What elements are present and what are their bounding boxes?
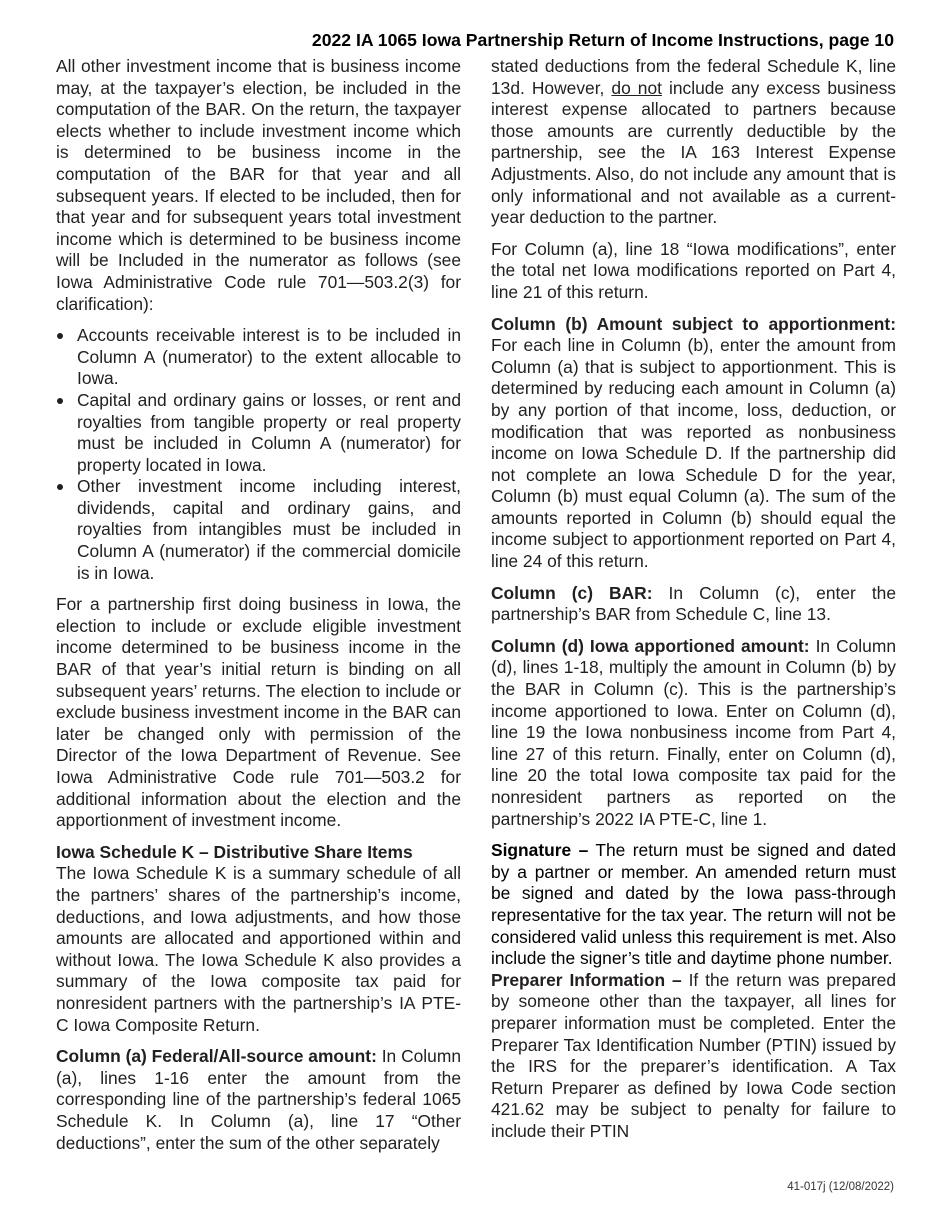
preparer-text: If the return was prepared by someone other than the taxpayer, all lines for preparer information must be completed. Enter the Preparer Tax Identification Number (PTIN) issued by the IRS for the preparer’s identification. A Tax Return Preparer as defined by Iowa Code section 421.62 may be subject to penalty for failure to include their PTIN: [491, 969, 896, 1141]
list-item-text: Other investment income including interest, dividends, capital and ordinary gains, and royalties from intangibles must be included in Column A (numerator) if the commercial domicile is in Iowa.: [77, 476, 461, 583]
column-c-text: In Column (c), enter the partnership’s BAR from Schedule C, line 13.: [491, 582, 897, 625]
column-a-text: In Column (a), lines 1-16 enter the amount from the corresponding line of the partnership’s federal 1065 Schedule K. In Column (a), line 17 “Other deductions”, enter the sum of the other separately: [56, 1046, 461, 1153]
column-d-text: In Column (d), lines 1-18, multiply the amount in Column (b) by the BAR in Column (c). This is the partnership’s income apportioned to Iowa. Enter on Column (d), line 19 the Iowa nonbusiness income from Part 4, line 27 of this return. Finally, enter on Column (d), line 20 the total Iowa composite tax paid for the nonresident partners as reported on the partnership’s 2022 IA PTE-C, line 1.: [491, 635, 896, 829]
list-item: [56, 390, 461, 476]
column-c-label: Column (c) BAR:: [491, 582, 653, 603]
signature-label: Signature –: [491, 840, 589, 861]
bullet-icon: [57, 398, 63, 404]
bullet-icon: [57, 484, 63, 490]
first-doing-business-paragraph: For a partnership first doing business in Iowa, the election to include or exclude eligible investment income determined to be business income in the BAR of that year’s initial return is binding on all subsequent years’ returns. The election to include or exclude business investment income in the BAR can later be changed only with permission of the Director of the Iowa Department of Revenue. See Iowa Administrative Code rule 701—503.2 for additional information about the election and the apportionment of investment income.: [56, 594, 461, 831]
signature-text: The return must be signed and dated by a partner or member. An amended return must be signed and dated by the Iowa pass-through representative for the tax year. The return will not be considered valid unless this requirement is met. Also include the signer’s title and daytime phone number.: [491, 840, 896, 969]
left-column: [56, 56, 461, 1164]
column-d-paragraph: [491, 636, 896, 830]
continued-text-pre: stated deductions from the federal Schedule K, line 13d. However,: [491, 56, 896, 98]
column-c-paragraph: [491, 583, 896, 626]
column-b-paragraph: [491, 314, 896, 573]
list-item: [56, 476, 461, 584]
numerator-rules-list: [56, 325, 461, 584]
line18-paragraph: For Column (a), line 18 “Iowa modifications”, enter the total net Iowa modifications reported on Part 4, line 21 of this return.: [491, 238, 896, 302]
preparer-paragraph: [491, 970, 896, 1143]
column-b-label: Column (b) Amount subject to apportionment:: [491, 313, 896, 334]
page-header-title: 2022 IA 1065 Iowa Partnership Return of Income Instructions, page 10: [311, 30, 894, 50]
investment-income-intro: All other investment income that is business income may, at the taxpayer’s election, be included in the computation of the BAR. On the return, the taxpayer elects whether to include investment income which is determined to be business income in the computation of the BAR for that year and all subsequent years. If elected to be included, then for that year and for subsequent years total investment income which is determined to be business income will be Included in the numerator as follows (see Iowa Administrative Code rule 701—503.2(3) for clarification):: [56, 56, 461, 314]
right-column: [491, 56, 896, 1153]
do-not-underlined: do not: [611, 77, 662, 98]
column-a-label: Column (a) Federal/All-source amount:: [56, 1046, 377, 1067]
schedule-k-paragraph: The Iowa Schedule K is a summary schedule of all the partners’ shares of the partnership’s income, deductions, and Iowa adjustments, and how those amounts are allocated and apportioned within and without Iowa. The Iowa Schedule K also provides a summary of the Iowa composite tax paid for nonresident partners with the partnership’s IA PTE-C Iowa Composite Return.: [56, 863, 461, 1035]
signature-paragraph: [491, 840, 896, 970]
column-a-paragraph: [56, 1046, 461, 1154]
column-b-text: For each line in Column (b), enter the amount from Column (a) that is subject to apportionment. This is determined by reducing each amount in Column (a) by any portion of that income, loss, deduction, or modification that was reported as nonbusiness income on Iowa Schedule D. If the partnership did not complete an Iowa Schedule D for the year, Column (b) must equal Column (a). The sum of the amounts reported in Column (b) should equal the income subject to apportionment reported on Part 4, line 24 of this return.: [491, 335, 896, 572]
preparer-label: Preparer Information –: [491, 969, 682, 990]
list-item: [56, 325, 461, 390]
form-id-footer: 41-017j (12/08/2022): [787, 1181, 894, 1193]
continued-text-post: include any excess business interest expense allocated to partners because those amounts are currently deductible by the partnership, see the IA 163 Interest Expense Adjustments. Also, do not include any amount that is only informational and not available as a current-year deduction to the partner.: [491, 77, 896, 228]
column-a-continued-paragraph: [491, 56, 896, 229]
schedule-k-heading: Iowa Schedule K – Distributive Share Items: [56, 841, 413, 862]
list-item-text: Capital and ordinary gains or losses, or rent and royalties from tangible property or real property must be included in Column A (numerator) for property located in Iowa.: [77, 389, 461, 475]
column-d-label: Column (d) Iowa apportioned amount:: [491, 635, 810, 656]
bullet-icon: [57, 333, 63, 339]
list-item-text: Accounts receivable interest is to be included in Column A (numerator) to the extent allocable to Iowa.: [77, 325, 461, 389]
